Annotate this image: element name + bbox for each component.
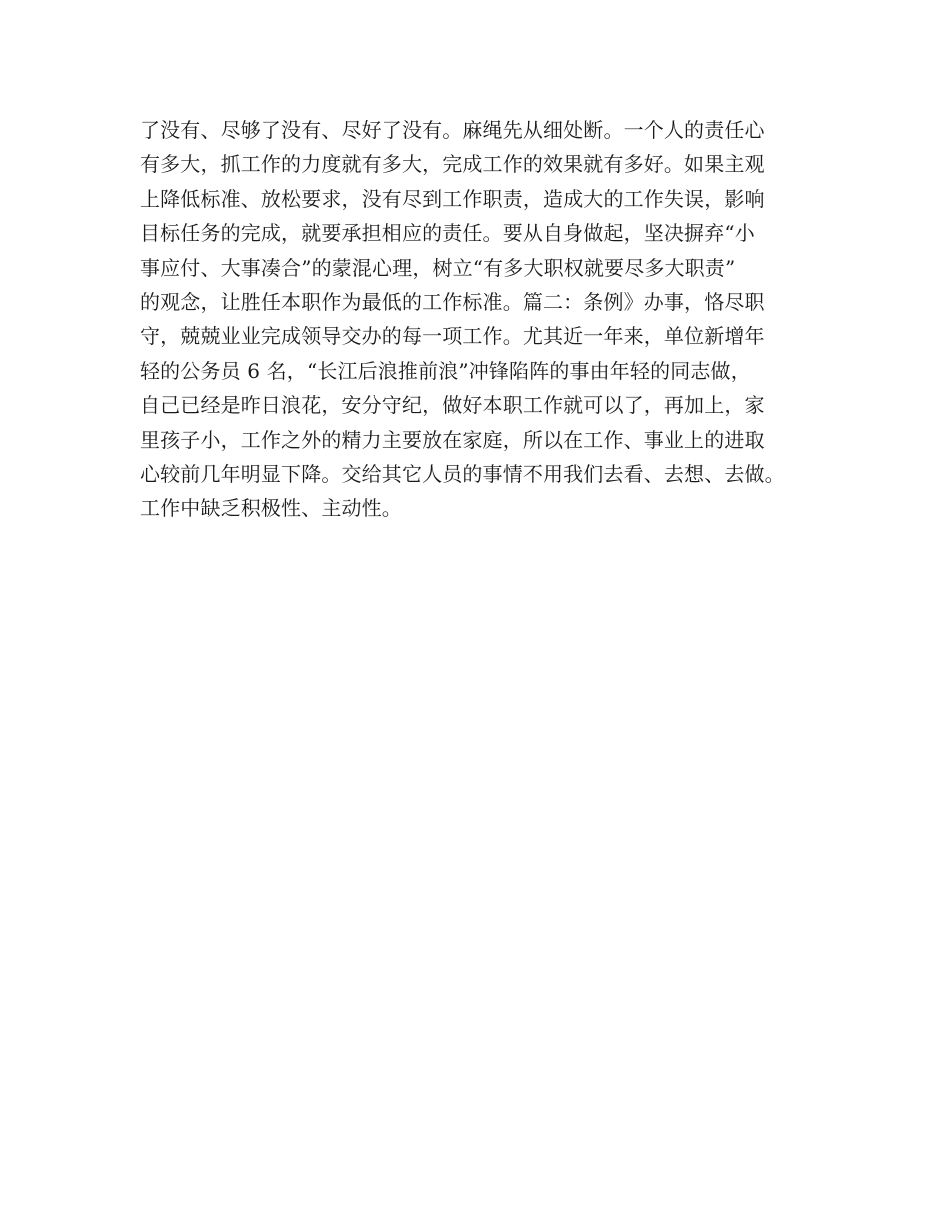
text-line: 工作中缺乏积极性、主动性。	[140, 496, 402, 521]
text-line: 上降低标准、放松要求，没有尽到工作职责，造成大的工作失误，影响	[140, 186, 765, 211]
body-text	[140, 113, 840, 526]
text-line: 里孩子小，工作之外的精力主要放在家庭，所以在工作、事业上的进取	[140, 427, 765, 452]
text-line: 轻的公务员 6 名，“长江后浪推前浪”冲锋陷阵的事由年轻的同志做，	[140, 358, 751, 383]
text-line: 有多大，抓工作的力度就有多大，完成工作的效果就有多好。如果主观	[140, 152, 765, 177]
text-line: 守，兢兢业业完成领导交办的每一项工作。尤其近一年来，单位新增年	[140, 324, 765, 349]
text-line: 事应付、大事凑合”的蒙混心理，树立“有多大职权就要尽多大职责”	[140, 255, 736, 280]
text-line: 自己已经是昨日浪花，安分守纪，做好本职工作就可以了，再加上，家	[140, 393, 765, 418]
text-line: 心较前几年明显下降。交给其它人员的事情不用我们去看、去想、去做。	[140, 461, 785, 486]
text-line: 目标任务的完成，就要承担相应的责任。要从自身做起，坚决摒弃“小	[140, 221, 755, 246]
text-line: 的观念，让胜任本职作为最低的工作标准。篇二：条例》办事，恪尽职	[140, 289, 765, 314]
text-line: 了没有、尽够了没有、尽好了没有。麻绳先从细处断。一个人的责任心	[140, 118, 765, 142]
